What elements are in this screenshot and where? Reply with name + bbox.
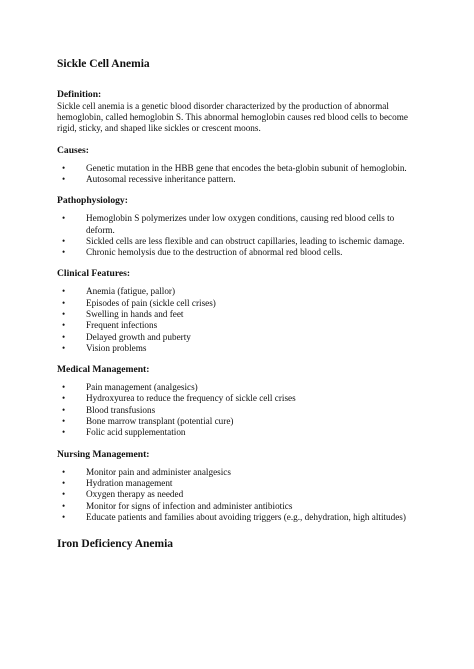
bullet-icon: •: [62, 213, 66, 224]
list-item-text: Hydration management: [86, 477, 173, 488]
list-item: [57, 286, 417, 297]
list-item: [57, 512, 417, 523]
bullet-icon: •: [62, 404, 66, 415]
list-item: [57, 478, 417, 489]
list-item-text: Frequent infections: [86, 320, 158, 331]
list-item: [57, 332, 417, 343]
list-item: [57, 320, 417, 331]
list-item: [57, 405, 417, 416]
list-item-text: Folic acid supplementation: [86, 427, 186, 438]
list-item: [57, 489, 417, 500]
list-item-text: Bone marrow transplant (potential cure): [86, 416, 234, 427]
list-item-text: Monitor for signs of infection and administer antibiotics: [86, 500, 293, 511]
bullet-icon: •: [62, 477, 66, 488]
list-item: [57, 213, 417, 236]
bullet-icon: •: [62, 511, 66, 522]
list-item-text: Delayed growth and puberty: [86, 331, 191, 342]
list-item: [57, 309, 417, 320]
bullet-icon: •: [62, 297, 66, 308]
page-title: Sickle Cell Anemia: [57, 58, 150, 70]
bullet-icon: •: [62, 500, 66, 511]
nursing-management-section: [57, 449, 417, 523]
bullet-icon: •: [62, 173, 66, 184]
list-item: [57, 236, 417, 247]
pathophysiology-list: [57, 213, 417, 258]
list-item: [57, 174, 417, 185]
list-item: [57, 501, 417, 512]
list-item-text: Genetic mutation in the HBB gene that encodes the beta-globin subunit of hemoglobin.: [86, 162, 407, 173]
causes-list: [57, 163, 417, 186]
pathophysiology-heading: Pathophysiology:: [57, 195, 128, 207]
list-item: [57, 427, 417, 438]
bullet-icon: •: [62, 308, 66, 319]
list-item-text: Hydroxyurea to reduce the frequency of sickle cell crises: [86, 393, 296, 404]
definition-section: [57, 89, 417, 135]
bullet-icon: •: [62, 247, 66, 258]
clinical-features-heading: Clinical Features:: [57, 268, 131, 280]
clinical-features-list: [57, 286, 417, 354]
list-item-text: Hemoglobin S polymerizes under low oxygen conditions, causing red blood cells to deform.: [86, 213, 395, 235]
bullet-icon: •: [62, 320, 66, 331]
bullet-icon: •: [62, 235, 66, 246]
bullet-icon: •: [62, 416, 66, 427]
bullet-icon: •: [62, 393, 66, 404]
list-item-text: Vision problems: [86, 342, 147, 353]
list-item: [57, 298, 417, 309]
bullet-icon: •: [62, 162, 66, 173]
list-item: [57, 467, 417, 478]
list-item-text: Monitor pain and administer analgesics: [86, 466, 231, 477]
medical-management-section: [57, 364, 417, 438]
list-item-text: Oxygen therapy as needed: [86, 489, 184, 500]
list-item-text: Pain management (analgesics): [86, 382, 198, 393]
list-item: [57, 393, 417, 404]
medical-management-list: [57, 382, 417, 438]
list-item-text: Educate patients and families about avoiding triggers (e.g., dehydration, high altitudes): [86, 511, 406, 522]
list-item-text: Blood transfusions: [86, 404, 156, 415]
medical-management-heading: Medical Management:: [57, 364, 150, 376]
list-item: [57, 247, 417, 258]
causes-heading: Causes:: [57, 144, 89, 156]
list-item: [57, 382, 417, 393]
next-section-title: Iron Deficiency Anemia: [57, 538, 174, 551]
causes-section: [57, 145, 417, 186]
definition-heading: Definition:: [57, 89, 102, 100]
definition-text: Sickle cell anemia is a genetic blood disorder characterized by the production of abnormal hemoglobin, called hemoglobin S. This abnormal hemoglobin causes red blood cells to become rigid, sticky, and shaped like sickles or crescent moons.: [57, 101, 408, 134]
bullet-icon: •: [62, 489, 66, 500]
list-item-text: Sickled cells are less flexible and can obstruct capillaries, leading to ischemic damage.: [86, 235, 405, 246]
bullet-icon: •: [62, 342, 66, 353]
list-item: [57, 163, 417, 174]
nursing-management-list: [57, 467, 417, 523]
bullet-icon: •: [62, 331, 66, 342]
list-item: [57, 416, 417, 427]
list-item-text: Autosomal recessive inheritance pattern.: [86, 173, 236, 184]
nursing-management-heading: Nursing Management:: [57, 448, 150, 460]
list-item-text: Swelling in hands and feet: [86, 308, 184, 319]
pathophysiology-section: [57, 195, 417, 258]
document-content: [57, 57, 417, 551]
list-item-text: Anemia (fatigue, pallor): [86, 286, 176, 297]
list-item-text: Chronic hemolysis due to the destruction of abnormal red blood cells.: [86, 247, 343, 258]
bullet-icon: •: [62, 427, 66, 438]
clinical-features-section: [57, 268, 417, 354]
bullet-icon: •: [62, 466, 66, 477]
list-item-text: Episodes of pain (sickle cell crises): [86, 297, 216, 308]
bullet-icon: •: [62, 382, 66, 393]
list-item: [57, 343, 417, 354]
bullet-icon: •: [62, 286, 66, 297]
